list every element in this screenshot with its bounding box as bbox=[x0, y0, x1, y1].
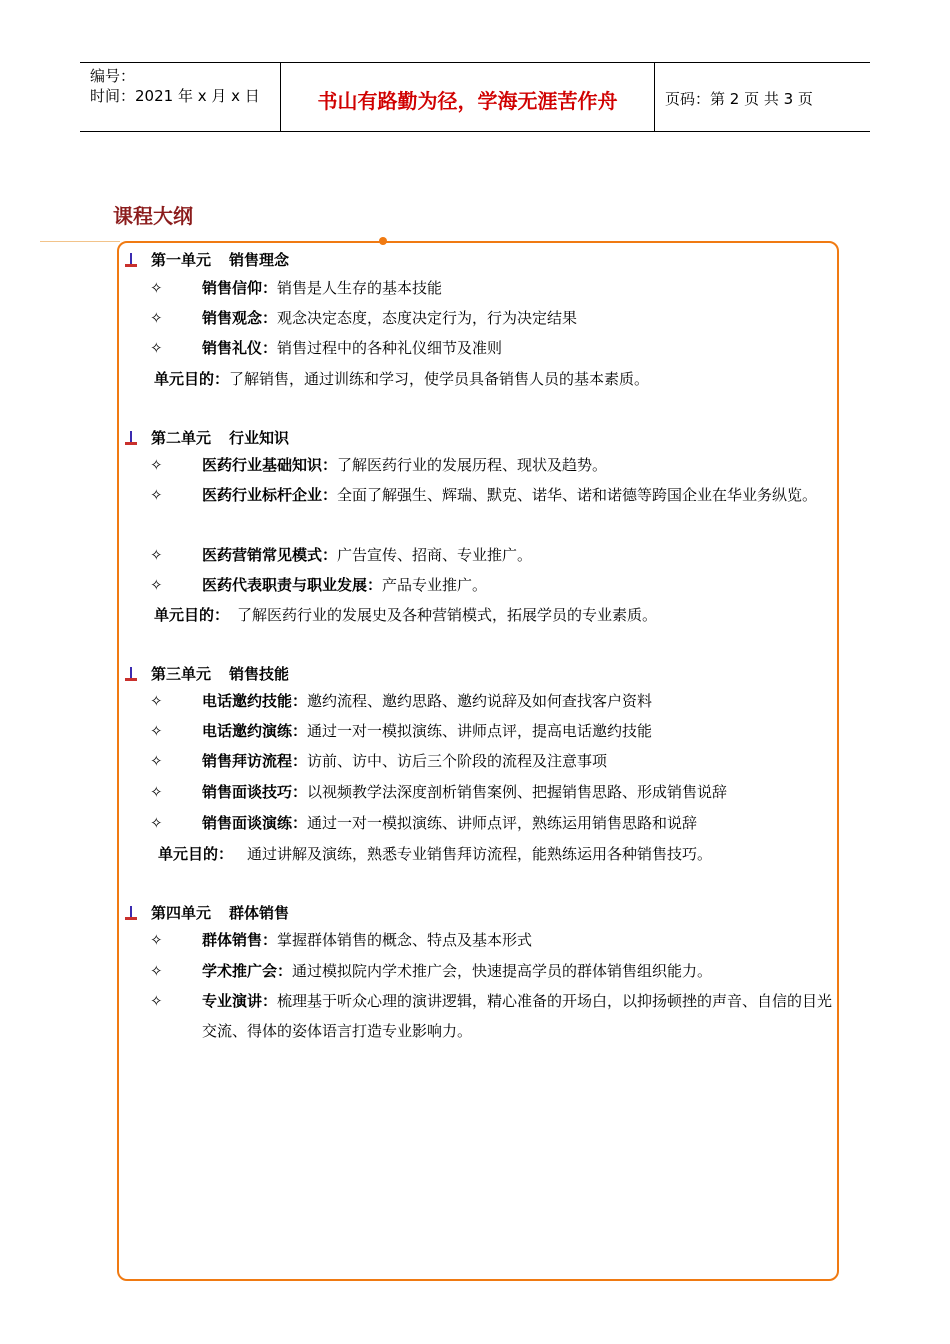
diamond-bullet-icon: ✧ bbox=[150, 814, 163, 832]
diamond-bullet-icon: ✧ bbox=[150, 783, 163, 801]
item-key: 学术推广会： bbox=[202, 962, 293, 980]
diamond-bullet-icon: ✧ bbox=[150, 279, 163, 297]
item-key: 群体销售： bbox=[202, 931, 278, 949]
unit-goal bbox=[154, 600, 657, 630]
frame-dot-decoration bbox=[379, 237, 387, 245]
item-text: 梳理基于听众心理的演讲逻辑，精心准备的开场白，以抑扬顿挫的声音、自信的目光交流、得体的姿体语言打造专业影响力。 bbox=[202, 992, 833, 1040]
diamond-bullet-icon: ✧ bbox=[150, 992, 163, 1010]
diamond-bullet-icon: ✧ bbox=[150, 962, 163, 980]
header-page-cell bbox=[655, 63, 870, 131]
item-key: 销售礼仪： bbox=[202, 339, 278, 357]
diamond-bullet-icon: ✧ bbox=[150, 339, 163, 357]
diamond-bullet-icon: ✧ bbox=[150, 722, 163, 740]
pin-icon bbox=[124, 667, 138, 681]
diamond-bullet-icon: ✧ bbox=[150, 546, 163, 564]
diamond-bullet-icon: ✧ bbox=[150, 486, 163, 504]
document-time-label: 时间：2021 年 x 月 x 日 bbox=[90, 87, 260, 105]
diamond-bullet-icon: ✧ bbox=[150, 931, 163, 949]
item-text: 了解医药行业的发展历程、现状及趋势。 bbox=[337, 456, 608, 474]
diamond-bullet-icon: ✧ bbox=[150, 456, 163, 474]
goal-text: 了解医药行业的发展史及各种营销模式，拓展学员的专业素质。 bbox=[237, 606, 658, 624]
item-text: 以视频教学法深度剖析销售案例、把握销售思路、形成销售说辞 bbox=[307, 783, 728, 801]
item-key: 销售观念： bbox=[202, 309, 278, 327]
item-key: 专业演讲： bbox=[202, 992, 278, 1010]
goal-text: 通过讲解及演练，熟悉专业销售拜访流程，能熟练运用各种销售技巧。 bbox=[247, 845, 713, 863]
item-key: 医药行业基础知识： bbox=[202, 456, 338, 474]
goal-label: 单元目的： bbox=[158, 845, 234, 863]
header-motto-cell bbox=[281, 63, 655, 131]
unit-name: 群体销售 bbox=[229, 904, 290, 922]
item-text: 通过一对一模拟演练、讲师点评，熟练运用销售思路和说辞 bbox=[307, 814, 698, 832]
item-text: 通过模拟院内学术推广会，快速提高学员的群体销售组织能力。 bbox=[292, 962, 713, 980]
item-key: 医药营销常见模式： bbox=[202, 546, 338, 564]
unit-name: 销售技能 bbox=[229, 665, 290, 683]
item-key: 销售信仰： bbox=[202, 279, 278, 297]
item-key: 销售面谈演练： bbox=[202, 814, 308, 832]
item-key: 销售拜访流程： bbox=[202, 752, 308, 770]
item-key: 电话邀约技能： bbox=[202, 692, 308, 710]
item-key: 医药代表职责与职业发展： bbox=[202, 576, 383, 594]
title-underline bbox=[40, 241, 120, 242]
unit-name: 行业知识 bbox=[229, 429, 290, 447]
diamond-bullet-icon: ✧ bbox=[150, 309, 163, 327]
item-key: 销售面谈技巧： bbox=[202, 783, 308, 801]
item-text: 邀约流程、邀约思路、邀约说辞及如何查找客户资料 bbox=[307, 692, 653, 710]
item-text: 产品专业推广。 bbox=[382, 576, 488, 594]
unit-goal bbox=[154, 364, 649, 394]
unit-heading bbox=[124, 427, 289, 448]
item-key: 医药行业标杆企业： bbox=[202, 486, 338, 504]
item-text: 全面了解强生、辉瑞、默克、诺华、诺和诺德等跨国企业在华业务纵览。 bbox=[337, 486, 818, 504]
diamond-bullet-icon: ✧ bbox=[150, 576, 163, 594]
unit-goal bbox=[158, 839, 712, 869]
item-text: 观念决定态度，态度决定行为，行为决定结果 bbox=[277, 309, 578, 327]
item-text: 广告宣传、招商、专业推广。 bbox=[337, 546, 533, 564]
unit-name: 销售理念 bbox=[229, 251, 290, 269]
item-text: 掌握群体销售的概念、特点及基本形式 bbox=[277, 931, 533, 949]
unit-label: 第一单元 bbox=[151, 251, 212, 269]
goal-label: 单元目的： bbox=[154, 606, 230, 624]
item-text: 访前、访中、访后三个阶段的流程及注意事项 bbox=[307, 752, 608, 770]
goal-label: 单元目的： bbox=[154, 370, 230, 388]
pin-icon bbox=[124, 431, 138, 445]
pin-icon bbox=[124, 906, 138, 920]
unit-heading bbox=[124, 663, 289, 684]
header-motto: 书山有路勤为径，学海无涯苦作舟 bbox=[317, 89, 618, 113]
unit-label: 第三单元 bbox=[151, 665, 212, 683]
unit-label: 第四单元 bbox=[151, 904, 212, 922]
goal-text: 了解销售，通过训练和学习，使学员具备销售人员的基本素质。 bbox=[229, 370, 650, 388]
page-title: 课程大纲 bbox=[113, 204, 193, 228]
pin-icon bbox=[124, 253, 138, 267]
unit-label: 第二单元 bbox=[151, 429, 212, 447]
diamond-bullet-icon: ✧ bbox=[150, 692, 163, 710]
item-text: 通过一对一模拟演练、讲师点评，提高电话邀约技能 bbox=[307, 722, 653, 740]
unit-heading bbox=[124, 902, 289, 923]
item-key: 电话邀约演练： bbox=[202, 722, 308, 740]
item-text: 销售是人生存的基本技能 bbox=[277, 279, 443, 297]
document-number-label: 编号： bbox=[90, 67, 136, 85]
item-text: 销售过程中的各种礼仪细节及准则 bbox=[277, 339, 503, 357]
header-left-cell bbox=[80, 63, 281, 131]
diamond-bullet-icon: ✧ bbox=[150, 752, 163, 770]
document-header bbox=[80, 62, 870, 132]
unit-heading bbox=[124, 249, 289, 270]
page-number-label: 页码：第 2 页 共 3 页 bbox=[665, 90, 813, 108]
